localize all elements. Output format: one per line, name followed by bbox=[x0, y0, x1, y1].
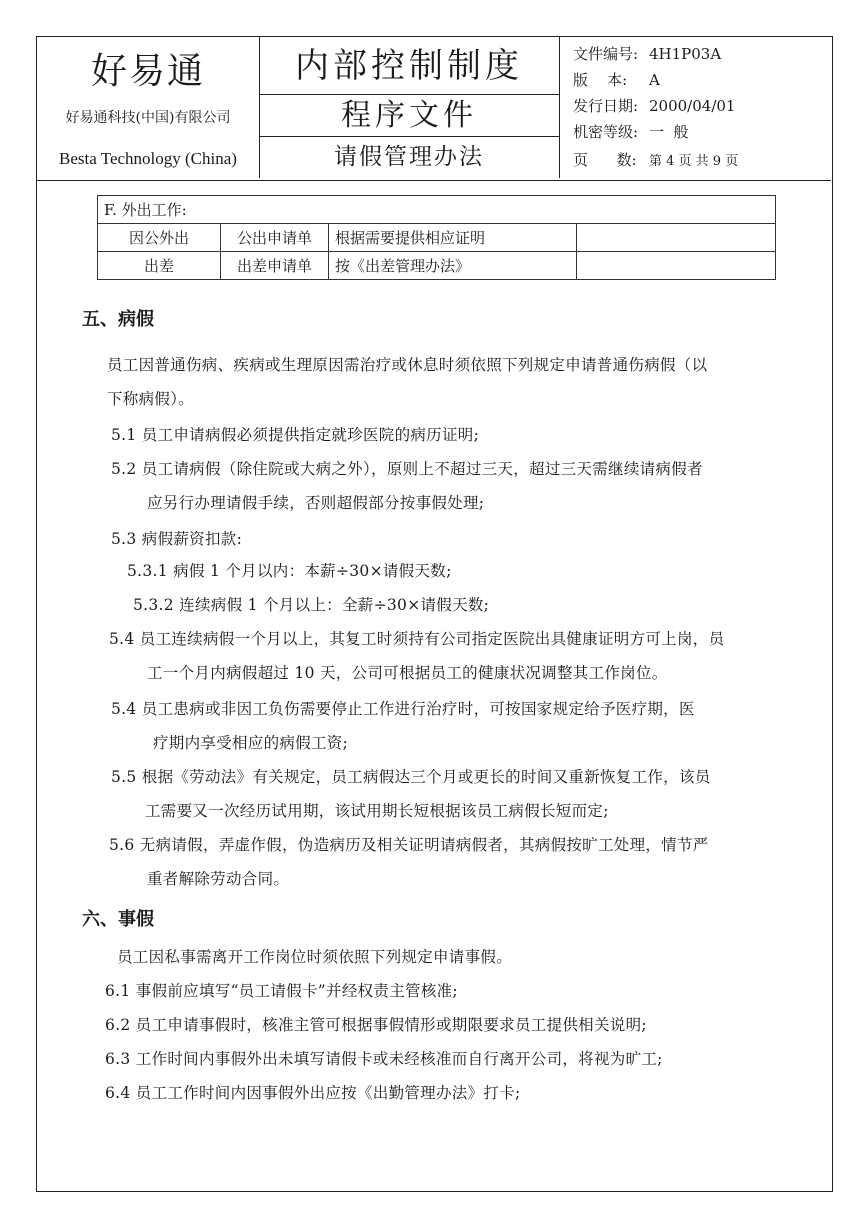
section5-item: 5.6 无病请假，弄虚作假，伪造病历及相关证明请病假者，其病假按旷工处理，情节严 bbox=[109, 836, 709, 854]
table-cell: 出差 bbox=[98, 252, 221, 280]
section5-item: 5.3.2 连续病假 1 个月以上：全薪÷30×请假天数; bbox=[133, 596, 490, 614]
meta-version: 版 本: A bbox=[573, 71, 660, 89]
section5-item: 重者解除劳动合同。 bbox=[147, 870, 290, 888]
section5-item: 5.4 员工连续病假一个月以上，其复工时须持有公司指定医院出具健康证明方可上岗，员 bbox=[109, 630, 725, 648]
section5-item: 5.3.1 病假 1 个月以内：本薪÷30×请假天数; bbox=[127, 562, 452, 580]
section6-item: 6.4 员工工作时间内因事假外出应按《出勤管理办法》打卡; bbox=[105, 1084, 521, 1102]
table-row bbox=[98, 252, 776, 280]
document-frame bbox=[36, 36, 833, 1192]
section5-item: 5.3 病假薪资扣款: bbox=[111, 530, 243, 548]
table-cell: 因公外出 bbox=[98, 224, 221, 252]
table-cell: 按《出差管理办法》 bbox=[329, 252, 577, 280]
doc-type: 内部控制制度 bbox=[259, 37, 559, 95]
section5-item: 5.1 员工申请病假必须提供指定就珍医院的病历证明; bbox=[111, 426, 480, 444]
meta-date: 发行日期: 2000/04/01 bbox=[573, 97, 736, 115]
section6-item: 员工因私事需离开工作岗位时须依照下列规定申请事假。 bbox=[117, 948, 513, 966]
table-cell: 出差申请单 bbox=[221, 252, 329, 280]
document-header bbox=[37, 37, 831, 181]
section6-title: 六、事假 bbox=[82, 909, 154, 930]
outside-work-table bbox=[97, 195, 776, 280]
brand-cell bbox=[37, 37, 260, 178]
section5-item: 工一个月内病假超过 10 天，公司可根据员工的健康状况调整其工作岗位。 bbox=[147, 664, 668, 682]
meta-doc-no: 文件编号: 4H1P03A bbox=[573, 45, 722, 63]
table-row bbox=[98, 224, 776, 252]
table-cell: 根据需要提供相应证明 bbox=[329, 224, 577, 252]
meta-page: 页 数: 第 4 页 共 9 页 bbox=[573, 151, 739, 169]
table-cell bbox=[577, 252, 776, 280]
doc-title: 请假管理办法 bbox=[334, 144, 484, 170]
table-header-row bbox=[98, 196, 776, 224]
section5-intro-line1: 员工因普通伤病、疾病或生理原因需治疗或休息时须依照下列规定申请普通伤病假（以 bbox=[107, 356, 708, 374]
section5-item: 5.4 员工患病或非因工负伤需要停止工作进行治疗时，可按国家规定给予医疗期，医 bbox=[111, 700, 695, 718]
company-name-en: Besta Technology (China) bbox=[59, 149, 237, 168]
section5-intro-line2: 下称病假）。 bbox=[107, 390, 195, 408]
section5-item: 疗期内享受相应的病假工资; bbox=[153, 734, 349, 752]
title-cell bbox=[259, 37, 560, 178]
section5-item: 工需要又一次经历试用期，该试用期长短根据该员工病假长短而定; bbox=[145, 802, 609, 820]
section5-item: 5.2 员工请病假（除住院或大病之外），原则上不超过三天，超过三天需继续请病假者 bbox=[111, 460, 703, 478]
section6-item: 6.2 员工申请事假时，核准主管可根据事假情形或期限要求员工提供相关说明; bbox=[105, 1016, 647, 1034]
table-cell: 公出申请单 bbox=[221, 224, 329, 252]
meta-cell bbox=[559, 37, 831, 178]
section5-title: 五、病假 bbox=[82, 309, 154, 330]
section5-item: 5.5 根据《劳动法》有关规定，员工病假达三个月或更长的时间又重新恢复工作，该员 bbox=[111, 768, 711, 786]
brand-logo: 好易通 bbox=[90, 51, 205, 92]
section5-item: 应另行办理请假手续，否则超假部分按事假处理; bbox=[147, 494, 485, 512]
meta-secret: 机密等级: 一 般 bbox=[573, 123, 689, 141]
company-name-cn: 好易通科技(中国)有限公司 bbox=[65, 110, 231, 126]
table-header: F. 外出工作: bbox=[98, 196, 776, 224]
section6-item: 6.3 工作时间内事假外出未填写请假卡或未经核准而自行离开公司，将视为旷工; bbox=[105, 1050, 663, 1068]
section6-item: 6.1 事假前应填写“员工请假卡”并经权责主管核准; bbox=[105, 982, 458, 1000]
table-cell bbox=[577, 224, 776, 252]
doc-subtype: 程序文件 bbox=[259, 95, 559, 137]
